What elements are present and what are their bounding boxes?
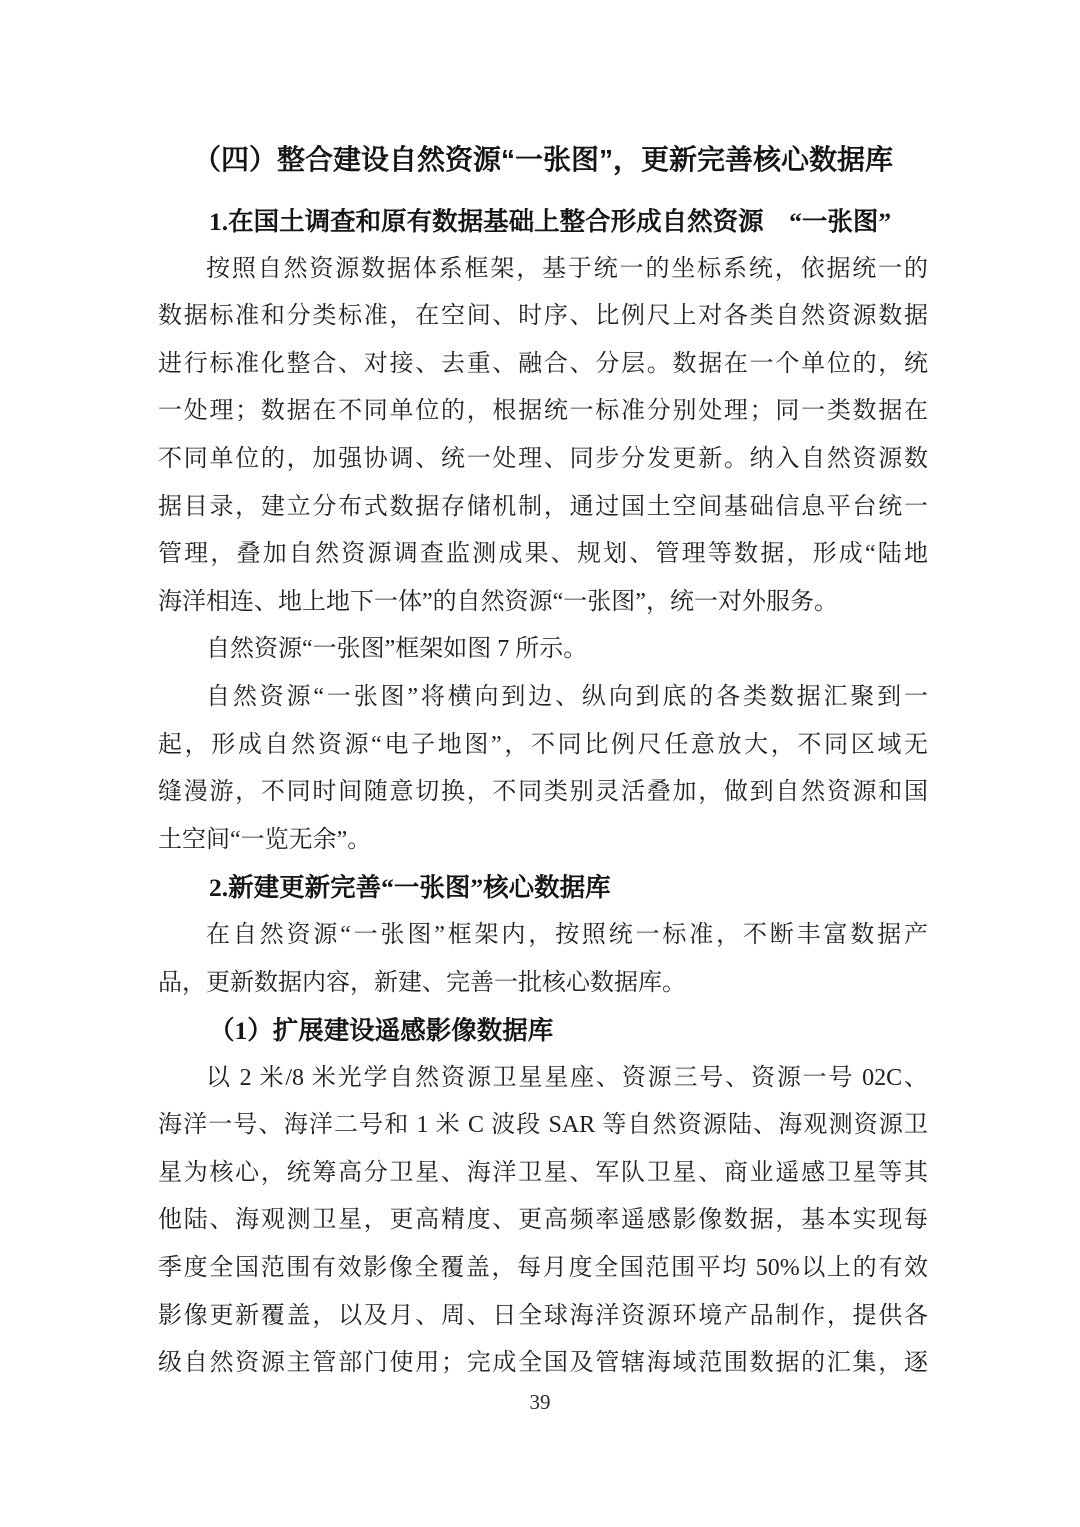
paragraph-line: 品，更新数据内容，新建、完善一批核心数据库。: [158, 969, 686, 996]
paragraph-line: 他陆、海观测卫星，更高精度、更高频率遥感影像数据，基本实现每: [158, 1207, 928, 1234]
paragraph-line: 一处理；数据在不同单位的，根据统一标准分别处理；同一类数据在: [158, 398, 928, 425]
page-number: 39: [529, 1390, 551, 1414]
paragraph-line: 土空间“一览无余”。: [158, 826, 372, 853]
paragraph-line: 星为核心，统筹高分卫星、海洋卫星、军队卫星、商业遥感卫星等其: [158, 1159, 928, 1186]
paragraph-line: 海洋相连、地上地下一体”的自然资源“一张图”，统一对外服务。: [158, 588, 838, 615]
paragraph-line: 起，形成自然资源“电子地图”，不同比例尺任意放大，不同区域无: [158, 731, 928, 758]
document-body: [158, 136, 928, 1388]
paragraph-line: 季度全国范围有效影像全覆盖，每月度全国范围平均 50%以上的有效: [158, 1255, 928, 1282]
paragraph-line: 自然资源“一张图”将横向到边、纵向到底的各类数据汇聚到一: [206, 683, 928, 710]
paragraph-line: 按照自然资源数据体系框架，基于统一的坐标系统，依据统一的: [206, 255, 928, 282]
paragraph-line: 据目录，建立分布式数据存储机制，通过国土空间基础信息平台统一: [158, 493, 928, 520]
paragraph-line: 以 2 米/8 米光学自然资源卫星星座、资源三号、资源一号 02C、: [206, 1064, 928, 1091]
paragraph-line: 缝漫游，不同时间随意切换，不同类别灵活叠加，做到自然资源和国: [158, 779, 928, 806]
paragraph-line: 进行标准化整合、对接、去重、融合、分层。数据在一个单位的，统: [158, 350, 928, 377]
paragraph-line: 在自然资源“一张图”框架内，按照统一标准，不断丰富数据产: [206, 921, 928, 948]
paragraph-line: 海洋一号、海洋二号和 1 米 C 波段 SAR 等自然资源陆、海观测资源卫: [158, 1112, 928, 1139]
subsection-heading-1: 1.在国土调查和原有数据基础上整合形成自然资源 “一张图”: [209, 207, 892, 236]
subsection-heading-3: （1）扩展建设遥感影像数据库: [209, 1016, 554, 1046]
paragraph-line: 级自然资源主管部门使用；完成全国及管辖海域范围数据的汇集，逐: [158, 1350, 928, 1377]
paragraph-line: 影像更新覆盖，以及月、周、日全球海洋资源环境产品制作，提供各: [158, 1302, 928, 1329]
paragraph-line: 管理，叠加自然资源调查监测成果、规划、管理等数据，形成“陆地: [158, 541, 928, 568]
paragraph-line: 数据标准和分类标准，在空间、时序、比例尺上对各类自然资源数据: [158, 303, 928, 330]
subsection-heading-2: 2.新建更新完善“一张图”核心数据库: [209, 873, 611, 903]
section-heading: （四）整合建设自然资源“一张图”，更新完善核心数据库: [192, 144, 893, 175]
paragraph-line: 不同单位的，加强协调、统一处理、同步分发更新。纳入自然资源数: [158, 445, 928, 472]
figure-reference-line: 自然资源“一张图”框架如图 7 所示。: [206, 636, 588, 663]
